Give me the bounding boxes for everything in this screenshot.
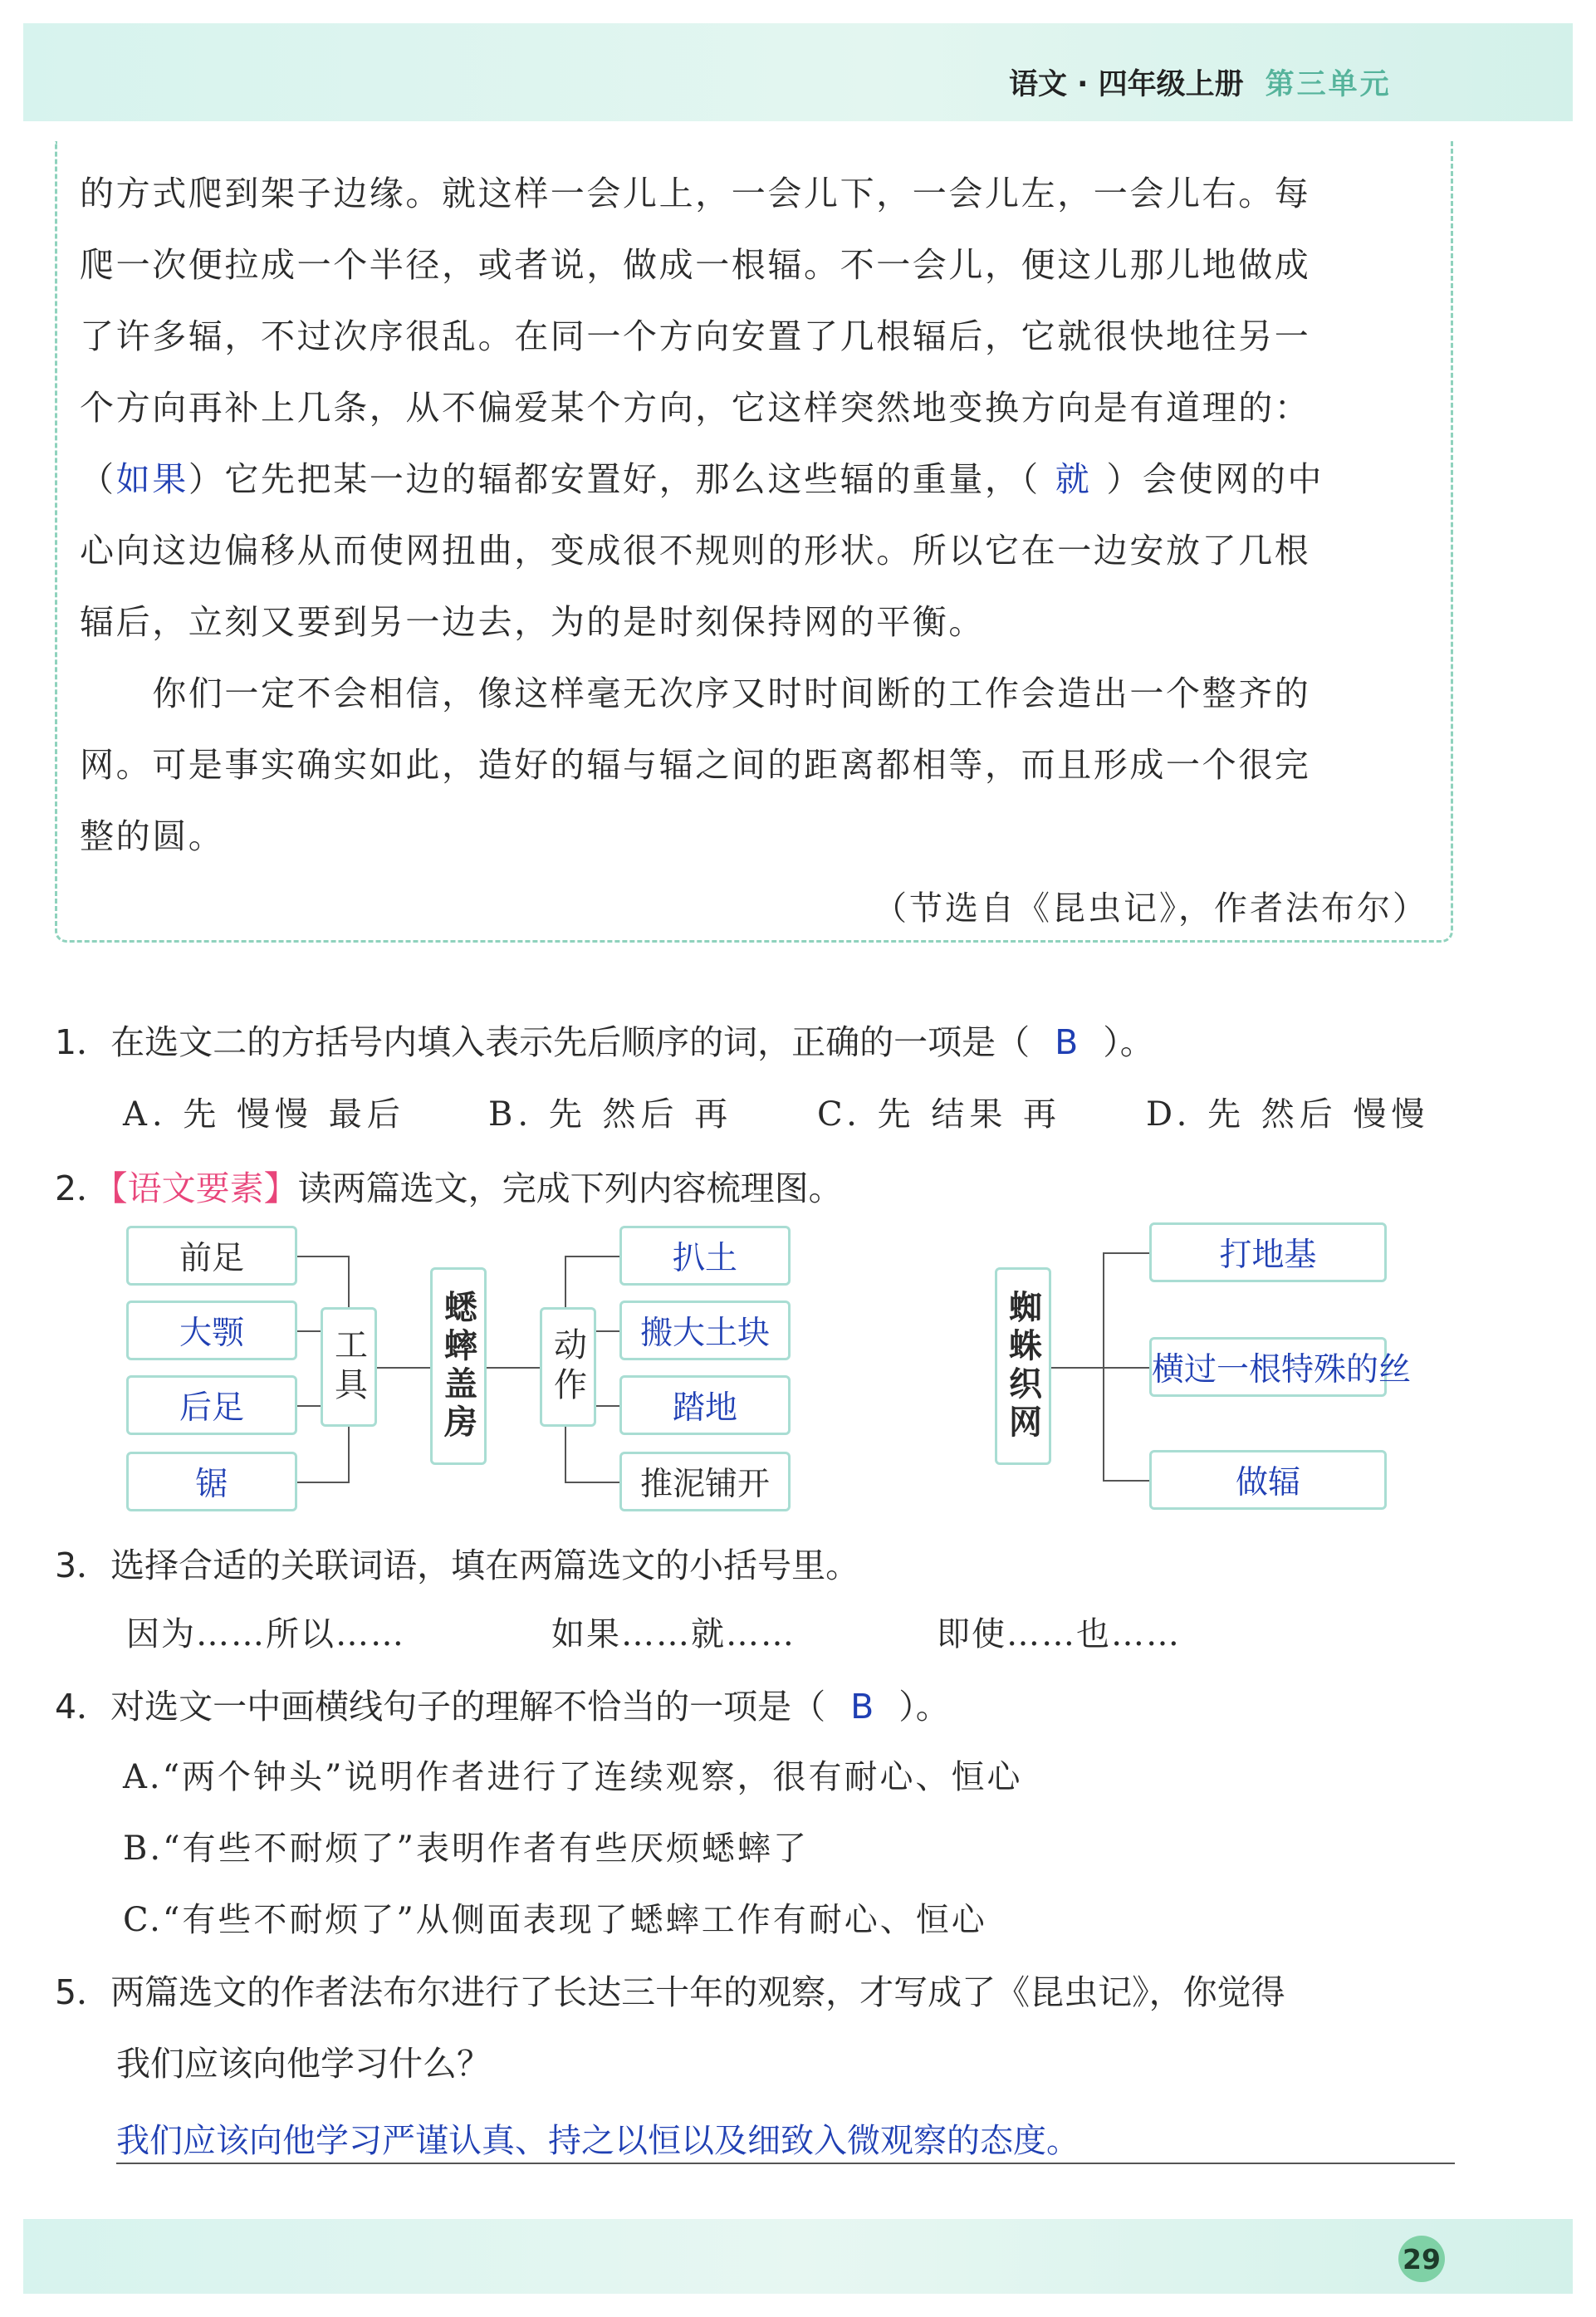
spider-step-3: 做辐 bbox=[1149, 1450, 1387, 1510]
tool-box-2: 大颚 bbox=[126, 1301, 297, 1360]
conjunction-3: 即使……也…… bbox=[937, 1615, 1181, 1653]
passage-line: 辐后，立刻又要到另一边去，为的是时刻保持网的平衡。 bbox=[80, 602, 985, 642]
passage-line: 整的圆。 bbox=[80, 816, 225, 856]
conjunction-2: 如果……就…… bbox=[551, 1615, 796, 1653]
question-number: 4． bbox=[55, 1687, 111, 1727]
action-box-4: 推泥铺开 bbox=[619, 1452, 791, 1511]
question-text: 对选文一中画横线句子的理解不恰当的一项是（ bbox=[110, 1687, 826, 1727]
question-number: 5． bbox=[55, 1972, 111, 2012]
question-text: ）。 bbox=[898, 1687, 950, 1727]
passage-line-with-blanks bbox=[80, 452, 1324, 501]
tool-box-3: 后足 bbox=[126, 1375, 297, 1435]
question-3 bbox=[55, 1538, 859, 1587]
unit-title: 第三单元 bbox=[1265, 68, 1392, 101]
passage-line: 爬一次便拉成一个半径，或者说，做成一根辐。不一会儿，便这儿那儿地做成 bbox=[80, 245, 1311, 285]
passage-text: ）它先把某一边的辐都安置好，那么这些辐的重量，（ bbox=[188, 459, 1040, 499]
page-number: 29 bbox=[1398, 2236, 1445, 2282]
paren: （ bbox=[80, 459, 116, 499]
passage-line: 你们一定不会相信，像这样毫无次序又时时间断的工作会造出一个整齐的 bbox=[80, 674, 1311, 713]
question-text: 两篇选文的作者法布尔进行了长达三十年的观察，才写成了《昆虫记》，你觉得 bbox=[110, 1972, 1285, 2012]
action-label-box: 动作 bbox=[540, 1307, 596, 1427]
action-box-1: 扒土 bbox=[619, 1226, 791, 1286]
question-tag: 【语文要素】 bbox=[110, 1168, 298, 1208]
answer-choice: B bbox=[850, 1687, 874, 1727]
blank-answer-2: 就 bbox=[1055, 459, 1092, 499]
blank-answer-1: 如果 bbox=[115, 459, 188, 499]
question-text: 在选文二的方括号内填入表示先后顺序的词，正确的一项是（ bbox=[110, 1022, 1031, 1062]
passage-line: 的方式爬到架子边缘。就这样一会儿上，一会儿下，一会儿左，一会儿右。每 bbox=[80, 174, 1311, 213]
passage-line: 心向这边偏移从而使网扭曲，变成很不规则的形状。所以它在一边安放了几根 bbox=[80, 531, 1311, 571]
option-b: B.“有些不耐烦了”表明作者有些厌烦蟋蟀了 bbox=[123, 1830, 810, 1868]
book-title: 语文 · 四年级上册 bbox=[1009, 68, 1244, 101]
option-c: C. 先 结果 再 bbox=[817, 1095, 1062, 1134]
question-number: 3． bbox=[55, 1545, 111, 1585]
option-d: D. 先 然后 慢慢 bbox=[1146, 1095, 1430, 1134]
question-2 bbox=[55, 1161, 843, 1210]
page-header bbox=[1009, 61, 1392, 103]
option-b: B. 先 然后 再 bbox=[488, 1095, 733, 1134]
question-number: 2． bbox=[55, 1168, 111, 1208]
tool-box-4: 锯 bbox=[126, 1452, 297, 1511]
question-number: 1． bbox=[55, 1022, 111, 1062]
option-a: A. 先 慢慢 最后 bbox=[123, 1095, 405, 1134]
action-box-3: 踏地 bbox=[619, 1375, 791, 1435]
passage-line: 网。可是事实确实如此，造好的辐与辐之间的距离都相等，而且形成一个很完 bbox=[80, 745, 1311, 785]
question-4 bbox=[55, 1679, 950, 1728]
question-5 bbox=[55, 1965, 1285, 2014]
conjunction-1: 因为……所以…… bbox=[126, 1615, 405, 1653]
center-spider: 蜘蛛织网 bbox=[995, 1267, 1051, 1465]
question-text: ）。 bbox=[1103, 1022, 1154, 1062]
tool-box-1: 前足 bbox=[126, 1226, 297, 1286]
question-5-cont: 我们应该向他学习什么？ bbox=[116, 2044, 491, 2084]
answer-choice: B bbox=[1055, 1022, 1079, 1062]
center-cricket: 蟋蟀盖房 bbox=[430, 1267, 487, 1465]
spider-step-1: 打地基 bbox=[1149, 1222, 1387, 1282]
option-c: C.“有些不耐烦了”从侧面表现了蟋蟀工作有耐心、恒心 bbox=[123, 1901, 987, 1939]
answer-line[interactable]: 我们应该向他学习严谨认真、持之以恒以及细致入微观察的态度。 bbox=[116, 2114, 1455, 2164]
question-text: 选择合适的关联词语，填在两篇选文的小括号里。 bbox=[110, 1545, 860, 1585]
passage-text: ）会使网的中 bbox=[1106, 459, 1324, 499]
passage-source: （节选自《昆虫记》，作者法布尔） bbox=[874, 889, 1428, 928]
passage-line: 了许多辐，不过次序很乱。在同一个方向安置了几根辐后，它就很快地往另一 bbox=[80, 316, 1311, 356]
tool-label-box: 工具 bbox=[321, 1307, 377, 1427]
question-text: 读两篇选文，完成下列内容梳理图。 bbox=[297, 1168, 843, 1208]
spider-step-2: 横过一根特殊的丝 bbox=[1149, 1337, 1387, 1397]
passage-line: 个方向再补上几条，从不偏爱某个方向，它这样突然地变换方向是有道理的： bbox=[80, 388, 1311, 428]
footer-band bbox=[23, 2219, 1573, 2294]
question-1 bbox=[55, 1015, 1154, 1064]
action-box-2: 搬大土块 bbox=[619, 1301, 791, 1360]
option-a: A.“两个钟头”说明作者进行了连续观察，很有耐心、恒心 bbox=[123, 1758, 1023, 1796]
